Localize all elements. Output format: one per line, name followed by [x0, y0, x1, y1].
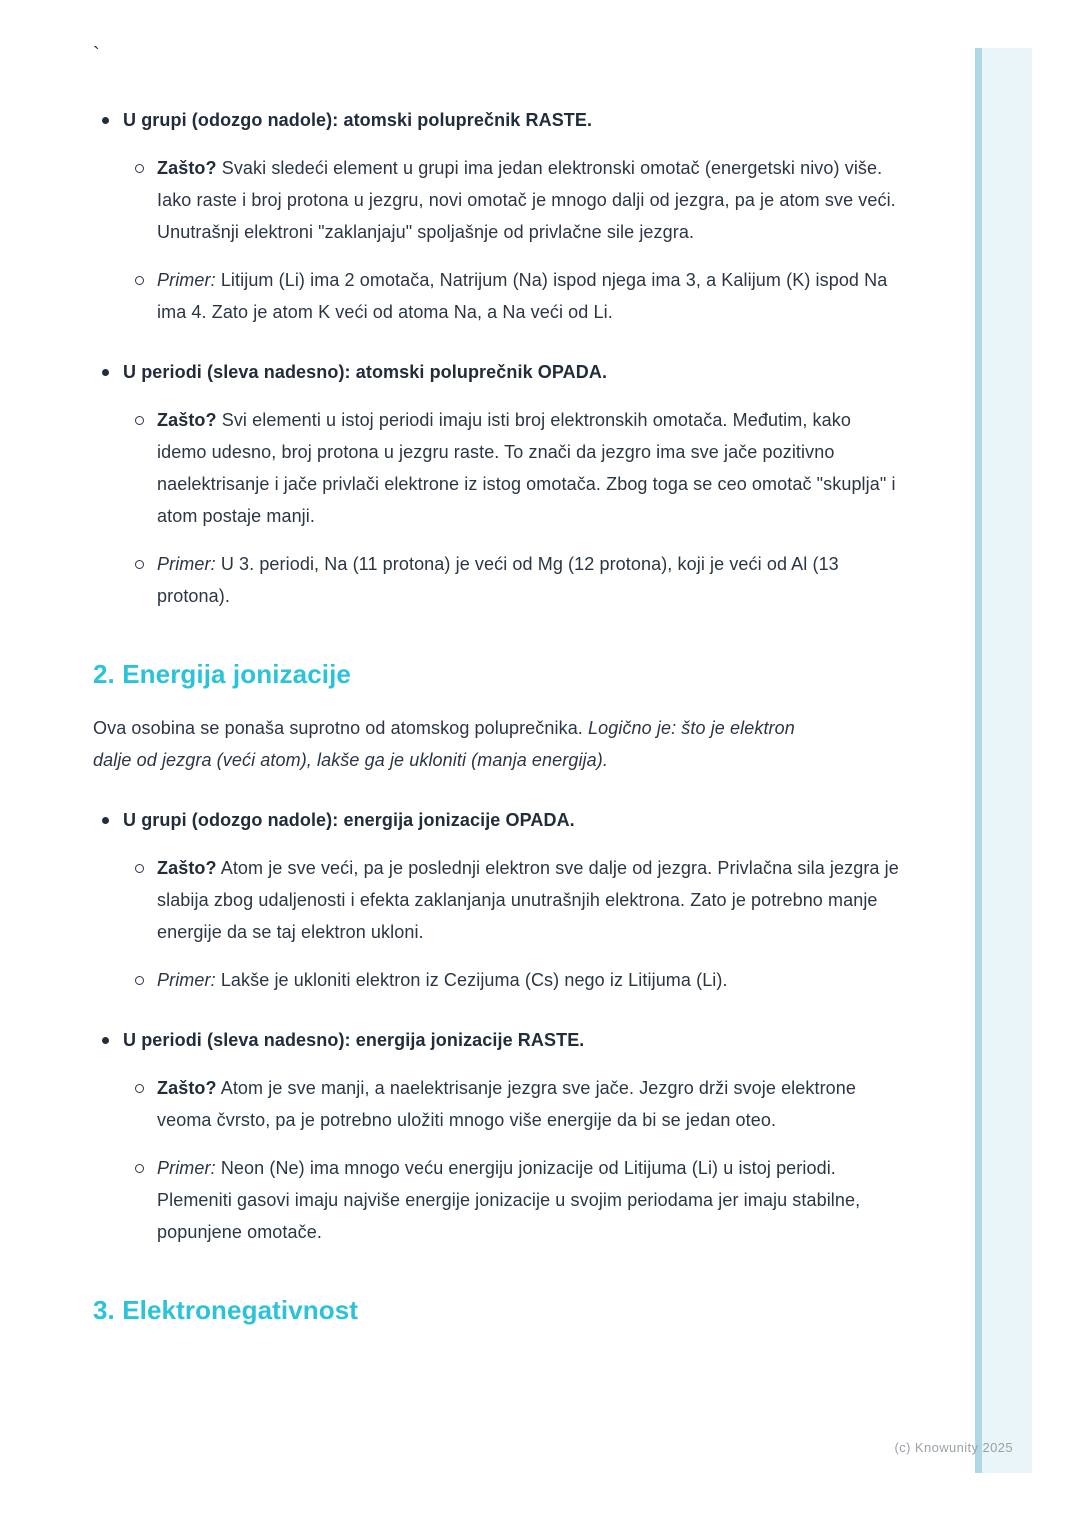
circle-bullet-icon: [135, 1084, 144, 1093]
bullet-icon: [102, 369, 109, 376]
example-item: [93, 1152, 902, 1248]
section-heading-ionization-energy: 2. Energija jonizacije: [93, 659, 351, 689]
bullet-heading: [93, 804, 938, 836]
why-text: Atom je sve manji, a naelektrisanje jezgra sve jače. Jezgro drži svoje elektrone veoma čvrsto, pa je potrebno uložiti mnogo više energije da bi se jedan oteo.: [157, 1078, 857, 1130]
why-label: Zašto?: [157, 410, 217, 430]
example-text: Lakše je ukloniti elektron iz Cezijuma (Cs) nego iz Litijuma (Li).: [220, 970, 728, 990]
circle-bullet-icon: [135, 976, 144, 985]
stray-backtick-char: `: [93, 44, 100, 66]
why-item: [93, 152, 902, 248]
bullet-heading: [93, 1024, 938, 1056]
why-label: Zašto?: [157, 158, 217, 178]
why-label: Zašto?: [157, 1078, 217, 1098]
section-intro-paragraph: [93, 712, 838, 776]
bullet-icon: [102, 117, 109, 124]
right-page-stripe: [975, 48, 1032, 1473]
circle-bullet-icon: [135, 416, 144, 425]
circle-bullet-icon: [135, 560, 144, 569]
intro-italic-text: Logično je: što je elektron dalje od jezgra (veći atom), lakše ga je ukloniti (manja energija).: [93, 718, 795, 770]
watermark: (c) Knowunity 2025: [894, 1440, 1013, 1455]
why-text: Svi elementi u istoj periodi imaju isti broj elektronskih omotača. Međutim, kako idemo udesno, broj protona u jezgru raste. To znači da jezgro ima sve jače pozitivno naelektrisanje i jače privlači elektrone iz istog omotača. Zbog toga se ceo omotač "skuplja" i atom postaje manji.: [157, 410, 896, 526]
bullet-heading-text: U periodi (sleva nadesno): atomski poluprečnik OPADA.: [123, 362, 608, 382]
bullet-group-atomic-radius-period: [93, 356, 938, 612]
circle-bullet-icon: [135, 864, 144, 873]
example-item: [93, 264, 902, 328]
bullet-heading-text: U grupi (odozgo nadole): atomski poluprečnik RASTE.: [123, 110, 593, 130]
why-item: [93, 852, 902, 948]
why-text: Atom je sve veći, pa je poslednji elektron sve dalje od jezgra. Privlačna sila jezgra je slabija zbog udaljenosti i efekta zaklanjanja unutrašnjih elektrona. Zato je potrebno manje energije da se taj elektron ukloni.: [157, 858, 899, 942]
bullet-heading: [93, 356, 938, 388]
bullet-heading-text: U grupi (odozgo nadole): energija jonizacije OPADA.: [123, 810, 575, 830]
example-text: U 3. periodi, Na (11 protona) je veći od Mg (12 protona), koji je veći od Al (13 protona).: [157, 554, 839, 606]
document-content: [93, 104, 938, 1348]
bullet-icon: [102, 817, 109, 824]
bullet-heading: [93, 104, 938, 136]
section-heading-electronegativity: 3. Elektronegativnost: [93, 1295, 359, 1325]
bullet-group-ionization-group: [93, 804, 938, 996]
example-item: [93, 964, 902, 996]
example-text: Litijum (Li) ima 2 omotača, Natrijum (Na) ispod njega ima 3, a Kalijum (K) ispod Na ima 4. Zato je atom K veći od atoma Na, a Na veći od Li.: [157, 270, 888, 322]
bullet-group-atomic-radius-group: [93, 104, 938, 328]
example-label: Primer:: [157, 270, 216, 290]
why-item: [93, 1072, 902, 1136]
bullet-group-ionization-period: [93, 1024, 938, 1248]
why-item: [93, 404, 902, 532]
example-item: [93, 548, 902, 612]
example-label: Primer:: [157, 554, 216, 574]
example-text: Neon (Ne) ima mnogo veću energiju jonizacije od Litijuma (Li) u istoj periodi. Plemeniti gasovi imaju najviše energije jonizacije u svojim periodama jer imaju stabilne, popunjene omotače.: [157, 1158, 861, 1242]
circle-bullet-icon: [135, 276, 144, 285]
example-label: Primer:: [157, 970, 216, 990]
why-label: Zašto?: [157, 858, 217, 878]
circle-bullet-icon: [135, 164, 144, 173]
circle-bullet-icon: [135, 1164, 144, 1173]
why-text: Svaki sledeći element u grupi ima jedan elektronski omotač (energetski nivo) više. Iako raste i broj protona u jezgru, novi omotač je mnogo dalji od jezgra, pa je atom sve veći. Unutrašnji elektroni "zaklanjaju" spoljašnje od privlačne sile jezgra.: [157, 158, 896, 242]
example-label: Primer:: [157, 1158, 216, 1178]
bullet-heading-text: U periodi (sleva nadesno): energija jonizacije RASTE.: [123, 1030, 585, 1050]
bullet-icon: [102, 1037, 109, 1044]
intro-normal-text: Ova osobina se ponaša suprotno od atomskog poluprečnika.: [93, 718, 583, 738]
